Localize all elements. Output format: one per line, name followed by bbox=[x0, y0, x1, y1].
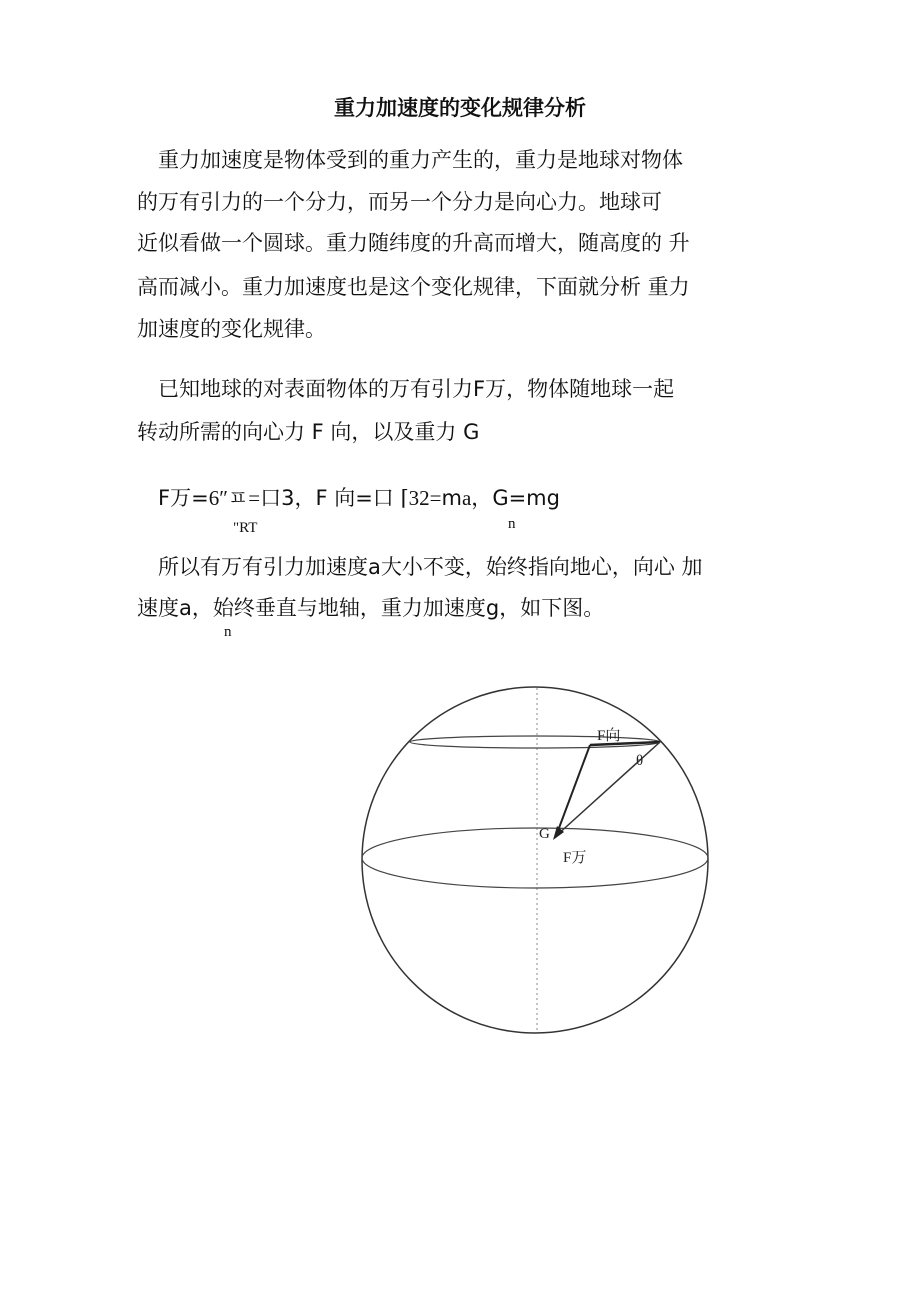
formula-subscript: "RT bbox=[233, 520, 258, 536]
paragraph-line: 所以有万有引力加速度a大小不变，始终指向地心，向心 加 bbox=[158, 555, 703, 579]
formula-part: m bbox=[441, 486, 462, 510]
label-f-centripetal: F向 bbox=[597, 728, 621, 744]
earth-sphere bbox=[362, 687, 708, 1033]
formula-part: ⌈32= bbox=[400, 486, 442, 510]
formula-part: F万= bbox=[158, 486, 209, 510]
formula-part: a， bbox=[461, 486, 493, 510]
formula-part: 口3，F 向=口 bbox=[260, 486, 401, 510]
formula-part: 6″ㅍ= bbox=[208, 486, 261, 510]
paragraph-line: 的万有引力的一个分力，而另一个分力是向心力。地球可 bbox=[137, 190, 662, 214]
paragraph-line: 近似看做一个圆球。重力随纬度的升高而增大，随高度的 升 bbox=[137, 231, 690, 255]
gravitation-arrow bbox=[556, 742, 660, 836]
paragraph-line: 高而减小。重力加速度也是这个变化规律，下面就分析 重力 bbox=[137, 275, 690, 299]
formula-subscript: n bbox=[508, 516, 516, 532]
paragraph-line: 速度a，始终垂直与地轴，重力加速度g，如下图。 bbox=[137, 596, 605, 620]
gravity-arrow bbox=[556, 745, 590, 836]
latitude-circle bbox=[410, 736, 660, 748]
label-g: G bbox=[539, 826, 550, 842]
document-title: 重力加速度的变化规律分析 bbox=[334, 96, 586, 120]
label-theta: θ bbox=[636, 753, 644, 769]
label-f-gravitation: F万 bbox=[563, 850, 587, 866]
formula-part: G=mg bbox=[492, 486, 560, 510]
paragraph-line: 转动所需的向心力 F 向，以及重力 G bbox=[137, 420, 480, 444]
paragraph-subscript: n bbox=[224, 624, 232, 640]
paragraph-line: 重力加速度是物体受到的重力产生的，重力是地球对物体 bbox=[158, 148, 683, 172]
equator-ellipse bbox=[362, 828, 708, 888]
paragraph-line: 已知地球的对表面物体的万有引力F万，物体随地球一起 bbox=[158, 377, 675, 401]
paragraph-line: 加速度的变化规律。 bbox=[137, 317, 326, 341]
